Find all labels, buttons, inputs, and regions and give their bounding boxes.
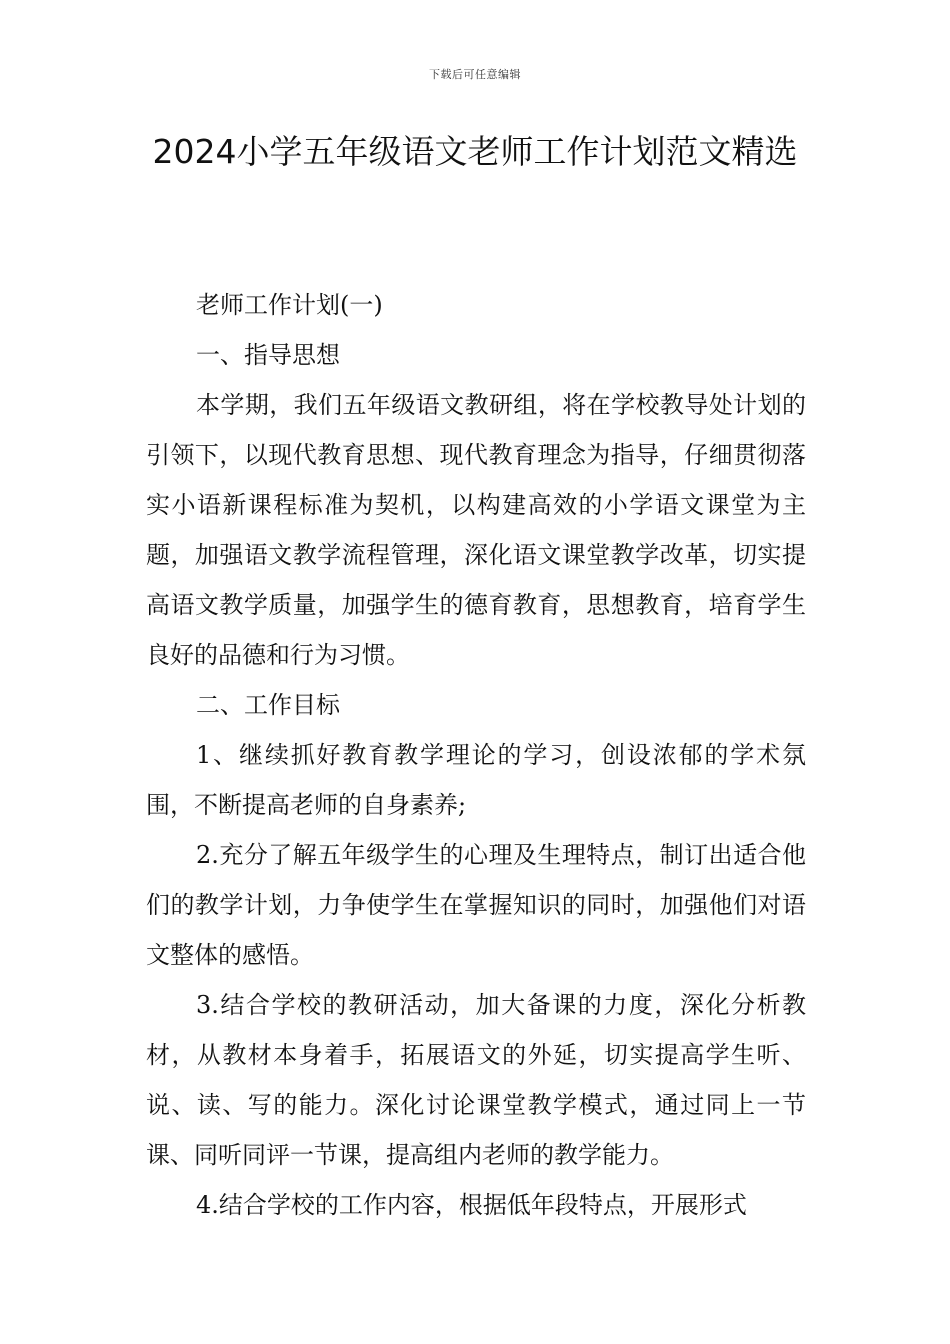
document-title: 2024小学五年级语文老师工作计划范文精选 [152, 132, 798, 171]
section-heading-work-goals: 二、工作目标 [196, 691, 340, 719]
paragraph-goal-2: 2.充分了解五年级学生的心理及生理特点，制订出适合他们的教学计划，力争使学生在掌握知识的同时，加强他们对语文整体的感悟。 [146, 841, 806, 969]
header-note: 下载后可任意编辑 [429, 68, 521, 81]
section-heading-plan: 老师工作计划(一) [196, 291, 383, 319]
document-body [146, 280, 806, 1230]
paragraph-guiding-thought: 本学期，我们五年级语文教研组，将在学校教导处计划的引领下，以现代教育思想、现代教育理念为指导，仔细贯彻落实小语新课程标准为契机，以构建高效的小学语文课堂为主题，加强语文教学流程管理，深化语文课堂教学改革，切实提高语文教学质量，加强学生的德育教育，思想教育，培育学生良好的品德和行为习惯。 [146, 391, 806, 669]
paragraph-goal-4: 4.结合学校的工作内容，根据低年段特点，开展形式 [196, 1191, 747, 1219]
paragraph-goal-3: 3.结合学校的教研活动，加大备课的力度，深化分析教材，从教材本身着手，拓展语文的外延，切实提高学生听、说、读、写的能力。深化讨论课堂教学模式，通过同上一节课、同听同评一节课，提高组内老师的教学能力。 [146, 991, 806, 1169]
section-heading-guiding-thought: 一、指导思想 [196, 341, 340, 369]
paragraph-goal-1: 1、继续抓好教育教学理论的学习，创设浓郁的学术氛围，不断提高老师的自身素养; [146, 741, 806, 819]
